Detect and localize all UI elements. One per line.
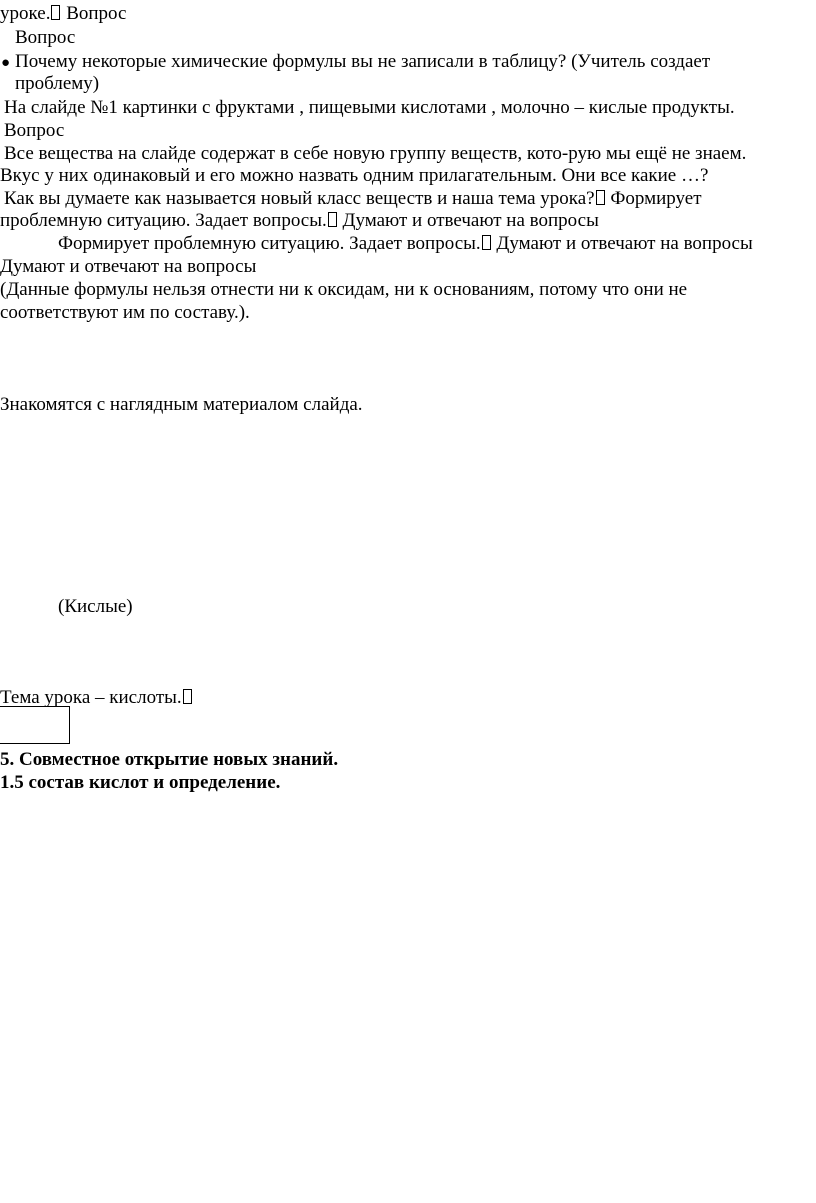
section-heading: 5. Совместное открытие новых знаний.: [0, 749, 339, 770]
text-line-4: проблему): [15, 73, 100, 94]
bullet-icon: ●: [1, 55, 11, 71]
text-line-9: [4, 188, 702, 210]
text-line-1: [0, 3, 126, 25]
text-line-3: Почему некоторые химические формулы вы не записали в таблицу? (Учитель создает: [15, 51, 711, 72]
text-line-2: Вопрос: [15, 27, 76, 48]
empty-frame: [0, 706, 70, 744]
text-segment: Тема урока – кислоты.: [0, 687, 182, 708]
text-line-11: [58, 233, 753, 255]
text-segment: уроке.: [0, 3, 51, 24]
text-segment: Вопрос: [61, 3, 127, 24]
text-line-15: Знакомятся с наглядным материалом слайда.: [0, 394, 363, 415]
missing-glyph-icon: [328, 212, 337, 227]
text-line-8: Вкус у них одинаковый и его можно назвать одним прилагательным. Они все какие …?: [0, 165, 709, 186]
text-segment: Думают и отвечают на вопросы: [337, 210, 599, 231]
text-line-14: соответствуют им по составу.).: [0, 302, 250, 323]
text-segment: Как вы думаете как называется новый класс веществ и наша тема урока?: [4, 188, 595, 209]
text-segment: Формирует: [605, 188, 702, 209]
missing-glyph-icon: [51, 5, 60, 20]
text-line-16: (Кислые): [58, 596, 133, 617]
text-segment: Думают и отвечают на вопросы: [491, 233, 753, 254]
text-line-12: Думают и отвечают на вопросы: [0, 256, 257, 277]
missing-glyph-icon: [482, 235, 491, 250]
text-line-13: (Данные формулы нельзя отнести ни к оксидам, ни к основаниям, потому что они не: [0, 279, 688, 300]
text-line-10: [0, 210, 599, 232]
text-segment: проблемную ситуацию. Задает вопросы.: [0, 210, 327, 231]
subsection-heading: 1.5 состав кислот и определение.: [0, 772, 281, 793]
text-segment: Формирует проблемную ситуацию. Задает вопросы.: [58, 233, 481, 254]
text-line-7: Все вещества на слайде содержат в себе новую группу веществ, кото-рую мы ещё не знаем.: [4, 143, 747, 164]
text-line-5: На слайде №1 картинки с фруктами , пищевыми кислотами , молочно – кислые продукты.: [4, 97, 735, 118]
missing-glyph-icon: [183, 689, 192, 704]
missing-glyph-icon: [596, 190, 605, 205]
text-line-6: Вопрос: [4, 120, 65, 141]
